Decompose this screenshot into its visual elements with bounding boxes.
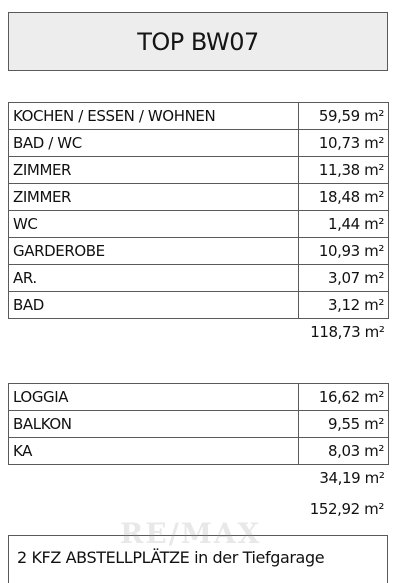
room-name: BAD / WC — [9, 130, 299, 157]
room-name: BAD — [9, 292, 299, 319]
table-row — [9, 184, 389, 211]
room-area: 3,12 m² — [299, 292, 389, 319]
outdoor-name: LOGGIA — [9, 384, 299, 411]
room-area: 10,73 m² — [299, 130, 389, 157]
room-area: 11,38 m² — [299, 157, 389, 184]
room-area: 3,07 m² — [299, 265, 389, 292]
room-name: KOCHEN / ESSEN / WOHNEN — [9, 103, 299, 130]
outdoor-area: 9,55 m² — [299, 411, 389, 438]
table-row — [9, 292, 389, 319]
table-row — [9, 238, 389, 265]
table-row — [9, 130, 389, 157]
room-area: 1,44 m² — [299, 211, 389, 238]
table-row — [9, 265, 389, 292]
remax-watermark: RE/MAX — [120, 517, 262, 550]
subtotal-row — [9, 465, 389, 493]
room-area: 59,59 m² — [299, 103, 389, 130]
grand-total: 152,92 m² — [309, 500, 384, 518]
room-name: AR. — [9, 265, 299, 292]
rooms-subtotal: 118,73 m² — [310, 323, 385, 342]
unit-title: TOP BW07 — [137, 27, 259, 56]
outdoor-name: KA — [9, 438, 299, 465]
outdoor-table — [8, 383, 389, 493]
room-name: WC — [9, 211, 299, 238]
title-box — [8, 12, 388, 71]
table-row — [9, 211, 389, 238]
room-name: GARDEROBE — [9, 238, 299, 265]
table-row — [9, 438, 389, 465]
room-area: 10,93 m² — [299, 238, 389, 265]
room-name: ZIMMER — [9, 157, 299, 184]
outdoor-area: 16,62 m² — [299, 384, 389, 411]
room-area: 18,48 m² — [299, 184, 389, 211]
table-row — [9, 384, 389, 411]
table-row — [9, 103, 389, 130]
parking-text: 2 KFZ ABSTELLPLÄTZE in der Tiefgarage — [17, 548, 325, 567]
subtotal-row — [9, 319, 389, 347]
rooms-table — [8, 102, 389, 347]
table-row — [9, 411, 389, 438]
outdoor-subtotal: 34,19 m² — [319, 469, 385, 488]
room-name: ZIMMER — [9, 184, 299, 211]
table-row — [9, 157, 389, 184]
outdoor-name: BALKON — [9, 411, 299, 438]
outdoor-area: 8,03 m² — [299, 438, 389, 465]
